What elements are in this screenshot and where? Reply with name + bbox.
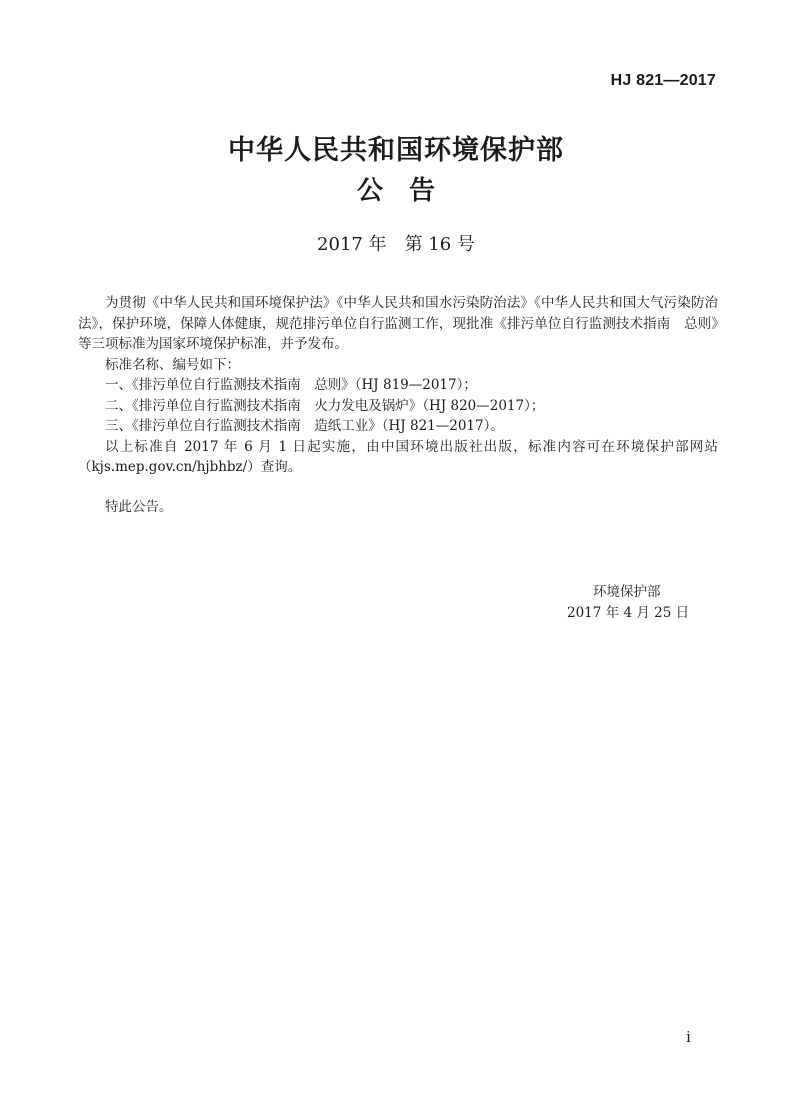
list-intro: 标准名称、编号如下： [105,356,240,373]
announcement-body [78,293,718,517]
list-item: 三、《排污单位自行监测技术指南 造纸工业》（HJ 821—2017）。 [105,418,504,434]
effective-paragraph: 以上标准自 2017 年 6 月 1 日起实施，由中国环境出版社出版，标准内容可在环境保护部网站（kjs.mep.gov.cn/hjbhbz/）查询。 [78,438,718,475]
intro-paragraph: 为贯彻《中华人民共和国环境保护法》《中华人民共和国水污染防治法》《中华人民共和国大气污染防治法》，保护环境，保障人体健康，规范排污单位自行监测工作，现批准《排污单位自行监测技术指南 总则》等三项标准为国家环境保护标准，并予发布。 [78,295,718,352]
closing-line: 特此公告。 [105,498,173,515]
list-item: 二、《排污单位自行监测技术指南 火力发电及锅炉》（HJ 820—2017）； [105,397,545,414]
page-subtitle: 公告 [356,176,461,206]
list-item: 一、《排污单位自行监测技术指南 总则》（HJ 819—2017）； [105,377,477,393]
signature-date: 2017 年 4 月 25 日 [567,605,690,621]
page-title: 中华人民共和国环境保护部 [228,135,564,166]
page-number: i [686,1028,691,1046]
signature-org: 环境保护部 [593,584,661,600]
issue-number: 2017 年 第 16 号 [317,234,475,255]
standard-code: HJ 821—2017 [610,72,716,89]
